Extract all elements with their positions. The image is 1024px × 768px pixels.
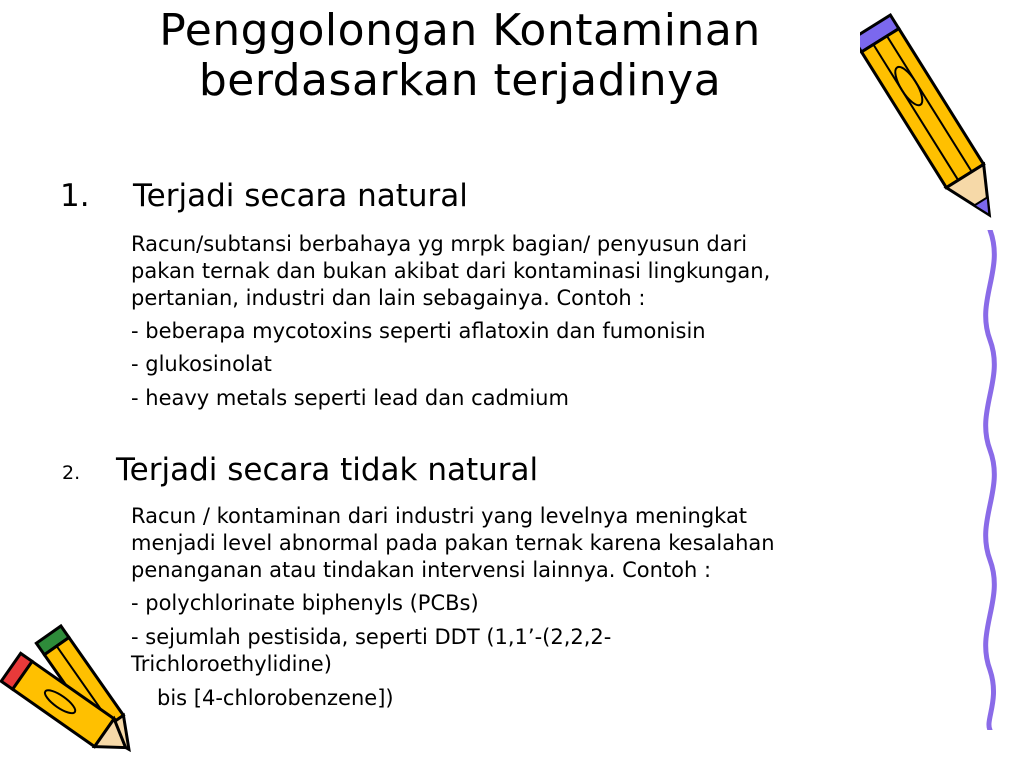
description-line: Racun / kontaminan dari industri yang levelnya meningkat — [131, 504, 748, 528]
title-line-2: berdasarkan terjadinya — [198, 55, 722, 106]
section-1-description — [131, 231, 770, 312]
example-item: - beberapa mycotoxins seperti aflatoxin dan fumonisin — [131, 319, 706, 343]
description-line: Racun/subtansi berbahaya yg mrpk bagian/ penyusun dari — [131, 232, 748, 256]
title-line-1: Penggolongan Kontaminan — [159, 5, 761, 56]
example-item: - glukosinolat — [131, 352, 272, 376]
slide-title — [100, 6, 820, 106]
description-line: pertanian, industri dan lain sebagainya. Contoh : — [131, 286, 646, 310]
example-item: - sejumlah pestisida, seperti DDT (1,1’-(2,2,2- — [131, 625, 612, 649]
example-item: - polychlorinate biphenyls (PCBs) — [131, 591, 479, 615]
section-1-number: 1. — [60, 178, 90, 214]
example-item: - heavy metals seperti lead dan cadmium — [131, 386, 569, 410]
section-2-description — [131, 503, 775, 584]
pencil-icon — [860, 0, 1000, 245]
example-item-continuation: bis [4-chlorobenzene]) — [157, 686, 394, 710]
description-line: pakan ternak dan bukan akibat dari kontaminasi lingkungan, — [131, 259, 771, 283]
wavy-border-decoration — [950, 230, 1020, 730]
section-2-number: 2. — [62, 462, 81, 484]
description-line: penanganan atau tindakan intervensi lainnya. Contoh : — [131, 558, 712, 582]
example-item-continuation: Trichloroethylidine) — [131, 652, 332, 676]
section-2-heading: Terjadi secara tidak natural — [116, 452, 539, 488]
description-line: menjadi level abnormal pada pakan ternak karena kesalahan — [131, 531, 775, 555]
section-1-heading: Terjadi secara natural — [133, 178, 468, 214]
